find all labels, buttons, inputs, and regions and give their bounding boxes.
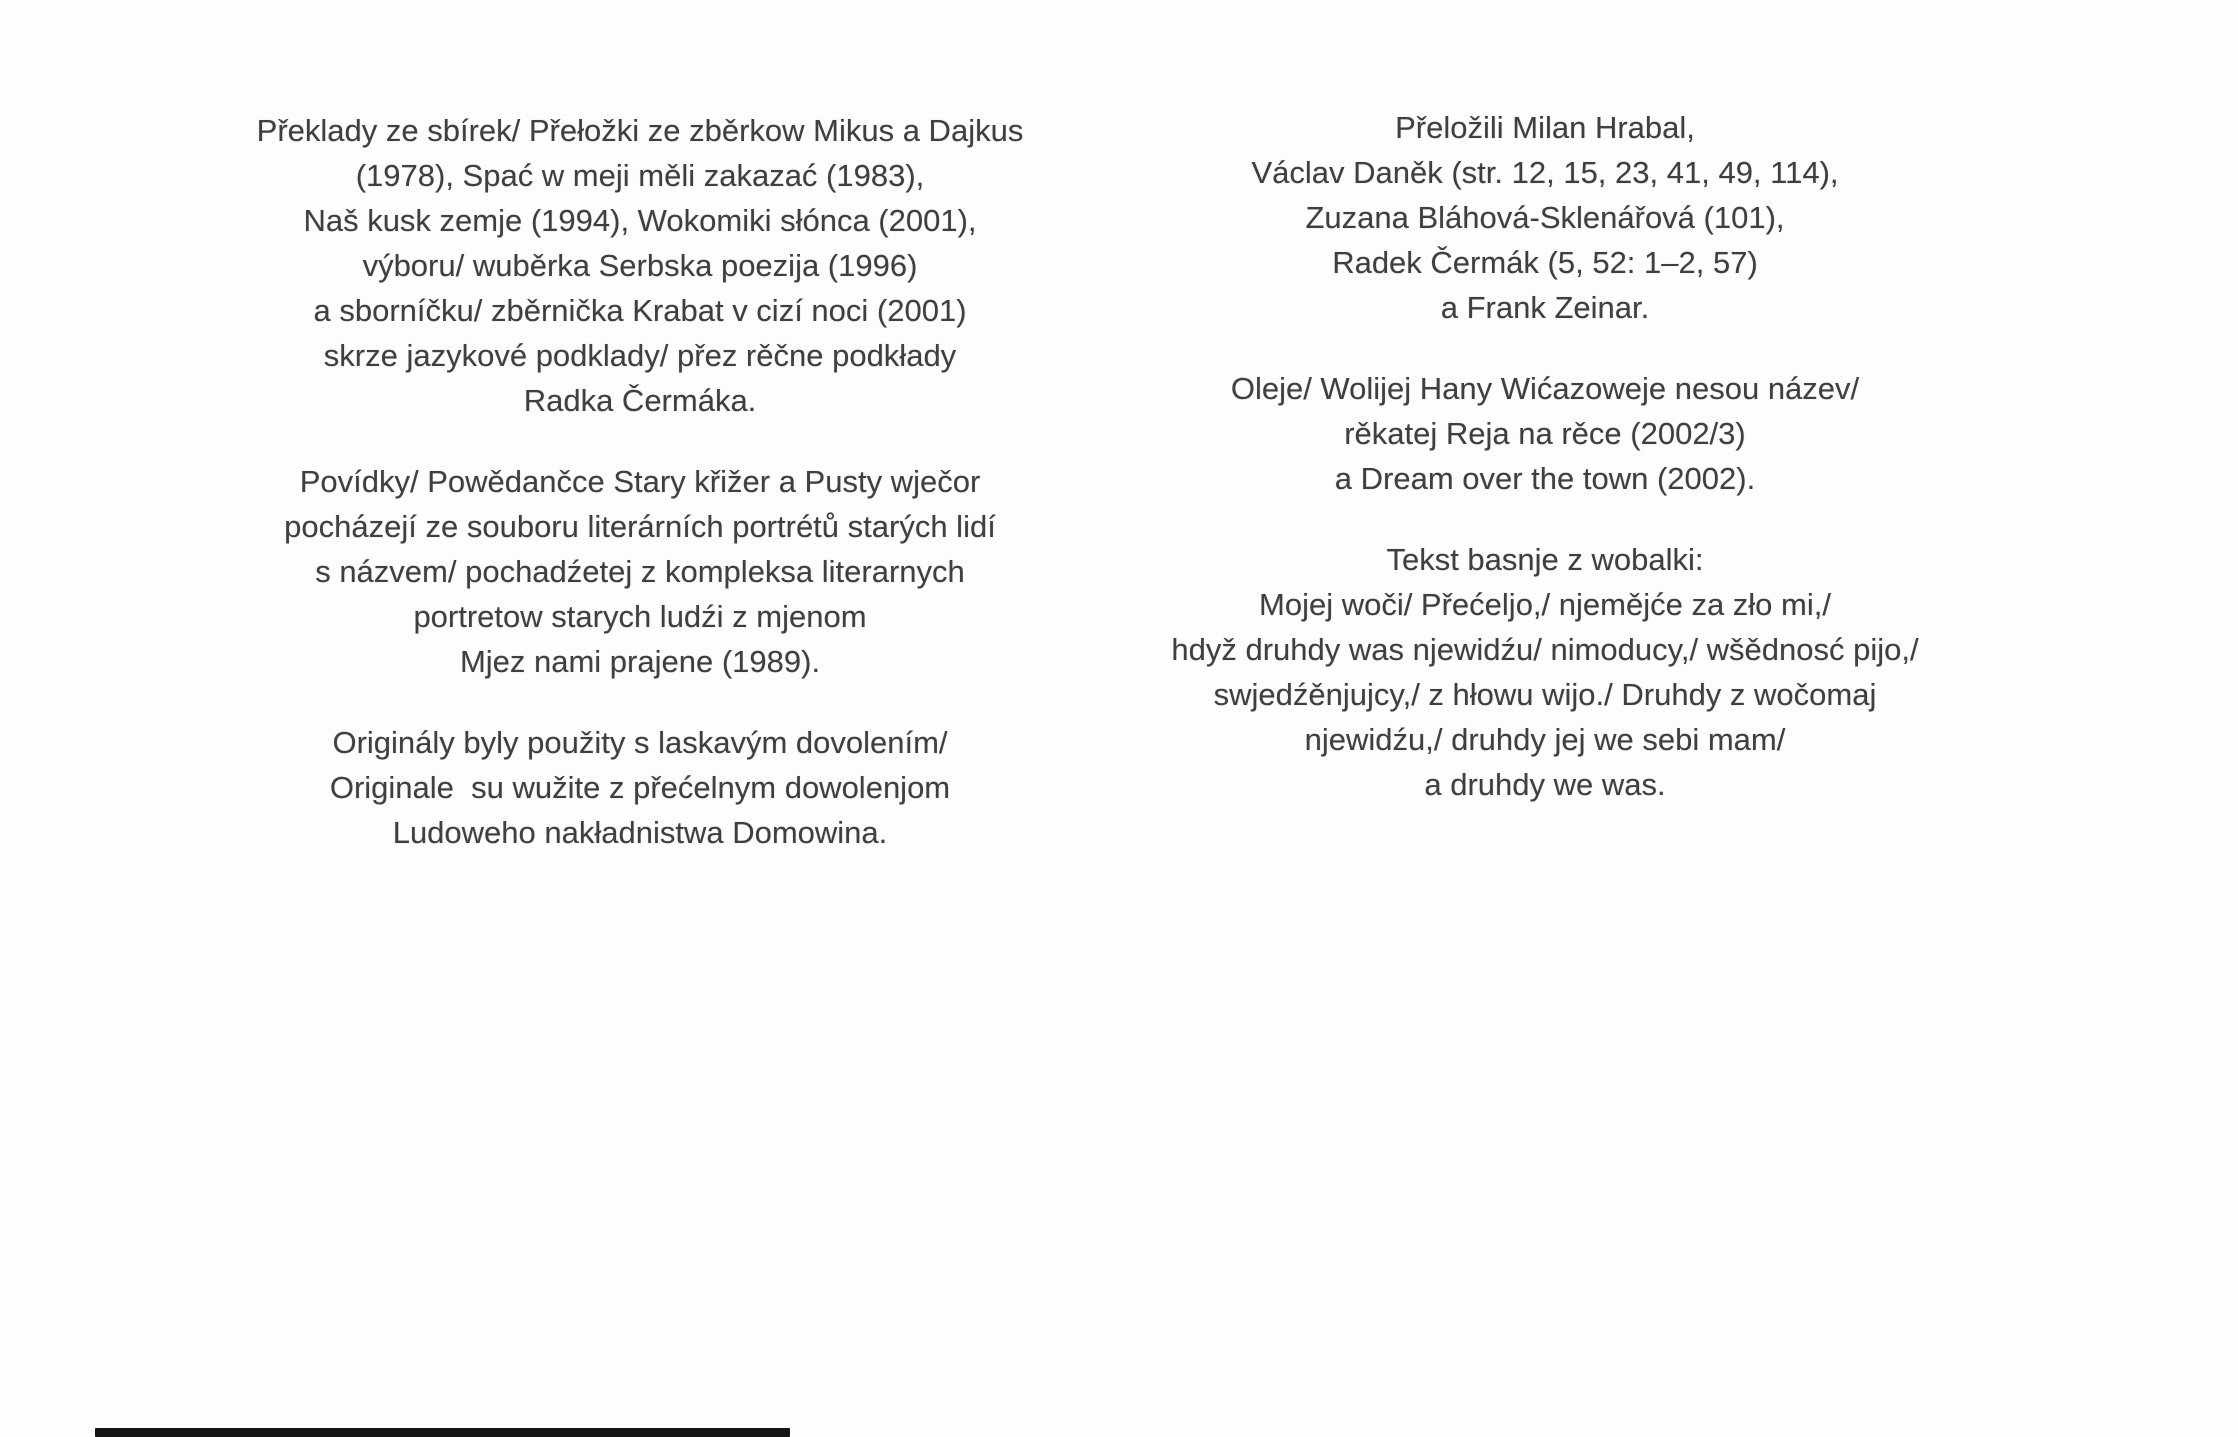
text-line: a druhdy we was.	[1424, 767, 1666, 802]
text-line: rěkatej Reja na rěce (2002/3)	[1344, 416, 1746, 451]
text-line: Oleje/ Wolijej Hany Wićazoweje nesou název/	[1230, 371, 1860, 406]
paragraph	[240, 720, 1040, 855]
text-line: hdyž druhdy was njewidźu/ nimoducy,/ wšědnosć pijo,/	[1171, 632, 1919, 667]
text-line: Radka Čermáka.	[523, 383, 757, 418]
text-line: a sborníčku/ zběrnička Krabat v cizí noci (2001)	[313, 293, 967, 328]
text-line: Tekst basnje z wobalki:	[1386, 542, 1704, 577]
text-line: Povídky/ Powědančce Stary křižer a Pusty wječor	[299, 464, 981, 499]
text-line: portretow starych ludźi z mjenom	[413, 599, 867, 634]
text-line: Naš kusk zemje (1994), Wokomiki słónca (2001),	[303, 203, 977, 238]
text-line: Originale su wužite z přećelnym dowolenjom	[329, 770, 951, 805]
text-line: s názvem/ pochadźetej z kompleksa literarnych	[315, 554, 965, 589]
text-line: njewidźu,/ druhdy jej we sebi mam/	[1304, 722, 1786, 757]
text-line: Radek Čermák (5, 52: 1–2, 57)	[1332, 245, 1758, 280]
text-line: výboru/ wuběrka Serbska poezija (1996)	[362, 248, 918, 283]
text-line: Ludoweho nakładnistwa Domowina.	[392, 815, 888, 850]
text-line: swjedźěnjujcy,/ z hłowu wijo./ Druhdy z wočomaj	[1213, 677, 1877, 712]
text-line: Václav Daněk (str. 12, 15, 23, 41, 49, 114),	[1251, 155, 1839, 190]
text-line: skrze jazykové podklady/ přez rěčne podkłady	[323, 338, 957, 373]
left-page-text	[240, 108, 1040, 891]
text-line: Přeložili Milan Hrabal,	[1395, 110, 1695, 145]
text-line: Překlady ze sbírek/ Přełožki ze zběrkow Mikus a Dajkus	[256, 113, 1024, 148]
text-line: Zuzana Bláhová-Sklenářová (101),	[1305, 200, 1785, 235]
text-line: Mjez nami prajene (1989).	[459, 644, 821, 679]
text-line: a Frank Zeinar.	[1440, 290, 1650, 325]
paragraph	[1145, 537, 1945, 807]
text-line: Originály byly použity s laskavým dovolením/	[332, 725, 948, 760]
paragraph	[240, 459, 1040, 684]
text-line: a Dream over the town (2002).	[1334, 461, 1756, 496]
right-page-text	[1145, 105, 1945, 843]
paragraph	[240, 108, 1040, 423]
paragraph	[1145, 105, 1945, 330]
text-line: pocházejí ze souboru literárních portrétů starých lidí	[284, 509, 996, 544]
paragraph	[1145, 366, 1945, 501]
text-line: Mojej woči/ Přećeljo,/ njemějće za zło mi,/	[1259, 587, 1831, 622]
scan-edge-artifact	[95, 1428, 790, 1437]
text-line: (1978), Spać w meji měli zakazać (1983),	[355, 158, 925, 193]
